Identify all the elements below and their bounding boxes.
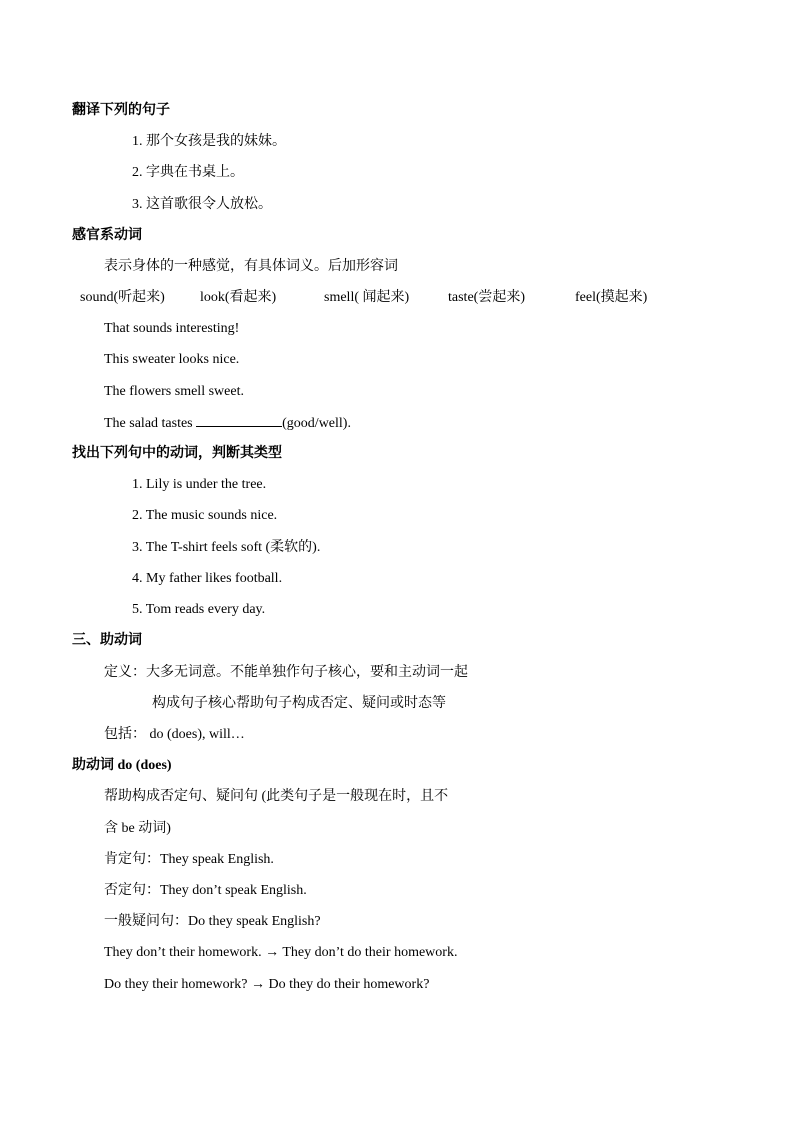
section-heading-do-does: 助动词 do (does) xyxy=(72,758,172,773)
question-sentence: 一般疑问句：Do they speak English? xyxy=(104,914,321,929)
example-sentence-3: The flowers smell sweet. xyxy=(104,384,244,399)
verb-sound: sound(听起来) xyxy=(80,290,165,305)
verb-taste: taste(尝起来) xyxy=(448,290,525,305)
linking-verbs-description: 表示身体的一种感觉，有具体词义。后加形容词 xyxy=(104,259,398,274)
auxiliary-definition-1: 定义：大多无词意。不能单独作句子核心，要和主动词一起 xyxy=(104,665,468,680)
find-verb-item-5: 5. Tom reads every day. xyxy=(132,602,266,617)
positive-sentence: 肯定句：They speak English. xyxy=(104,852,274,867)
correction-example-2: Do they their homework? → Do they do their homework? xyxy=(104,977,430,992)
fill-in-blank xyxy=(196,414,282,427)
find-verb-item-3: 3. The T-shirt feels soft (柔软的). xyxy=(132,540,321,555)
blank-prefix: The salad tastes xyxy=(104,416,197,431)
translate-item-2: 2. 字典在书桌上。 xyxy=(132,165,244,180)
verb-smell: smell( 闻起来) xyxy=(324,290,410,305)
example-sentence-1: That sounds interesting! xyxy=(104,321,240,336)
section-heading-linking-verbs: 感官系动词 xyxy=(72,228,142,243)
translate-item-3: 3. 这首歌很令人放松。 xyxy=(132,197,272,212)
auxiliary-includes: 包括： do (does), will… xyxy=(104,727,245,742)
verb-look: look(看起来) xyxy=(200,290,277,305)
translate-item-1: 1. 那个女孩是我的妹妹。 xyxy=(132,134,286,149)
do-does-description-2: 含 be 动词) xyxy=(104,821,171,836)
blank-suffix: (good/well). xyxy=(282,416,351,431)
section-heading-translate: 翻译下列的句子 xyxy=(72,103,170,118)
verb-feel: feel(摸起来) xyxy=(575,290,648,305)
section-heading-auxiliary: 三、助动词 xyxy=(72,633,142,648)
negative-sentence: 否定句：They don’t speak English. xyxy=(104,883,307,898)
find-verb-item-4: 4. My father likes football. xyxy=(132,571,283,586)
correction-example-1: They don’t their homework. → They don’t do their homework. xyxy=(104,945,458,960)
section-heading-find-verbs: 找出下列句中的动词，判断其类型 xyxy=(72,446,282,461)
example-sentence-blank xyxy=(104,414,351,433)
auxiliary-definition-2: 构成句子核心帮助句子构成否定、疑问或时态等 xyxy=(152,696,446,711)
example-sentence-2: This sweater looks nice. xyxy=(104,352,240,367)
do-does-description-1: 帮助构成否定句、疑问句 (此类句子是一般现在时，且不 xyxy=(104,789,449,804)
find-verb-item-2: 2. The music sounds nice. xyxy=(132,508,278,523)
find-verb-item-1: 1. Lily is under the tree. xyxy=(132,477,267,492)
